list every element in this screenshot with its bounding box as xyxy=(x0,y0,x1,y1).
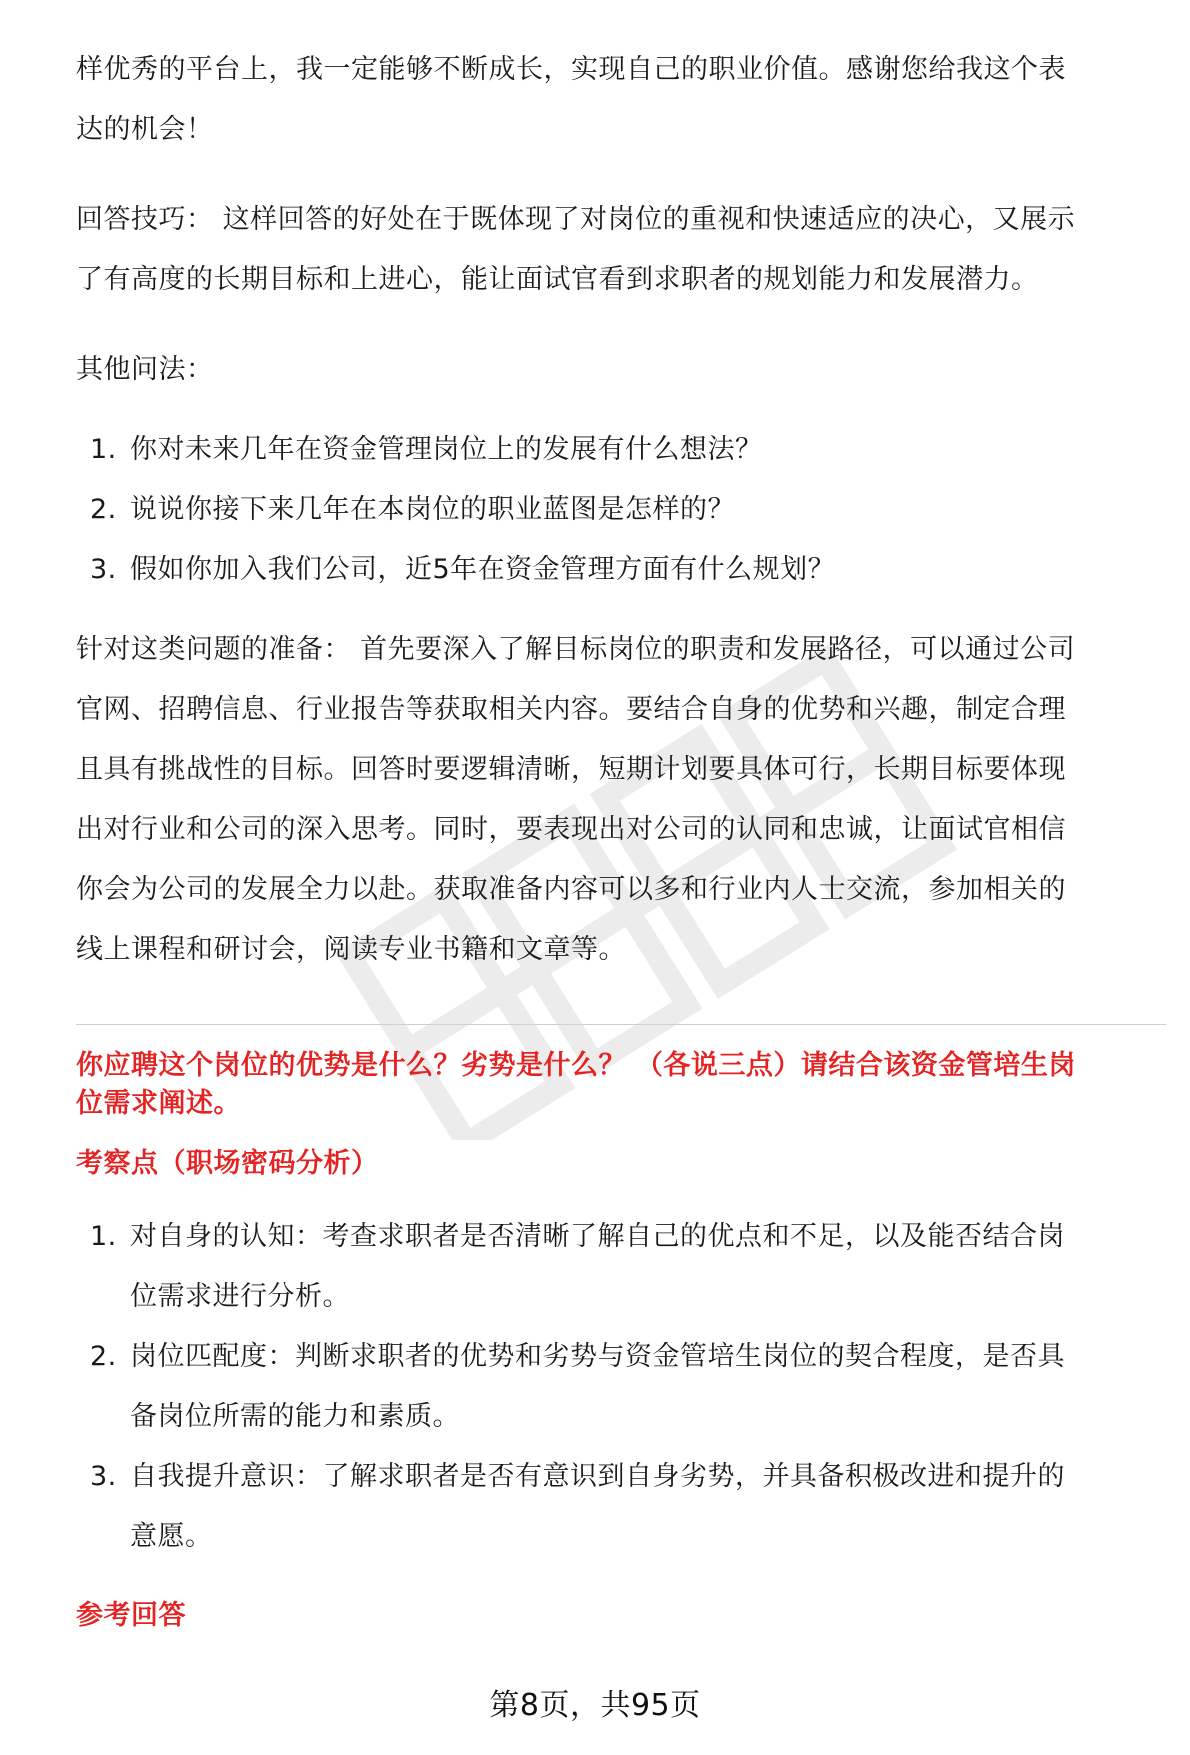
list-item-number: 2. xyxy=(90,494,117,525)
list-item-number: 3. xyxy=(90,554,117,585)
list-item-text: 自我提升意识：了解求职者是否有意识到自身劣势，并具备积极改进和提升的 xyxy=(130,1461,1065,1492)
reference-answer-heading: 参考回答 xyxy=(76,1600,186,1631)
list-item-text: 岗位匹配度：判断求职者的优势和劣势与资金管培生岗位的契合程度，是否具 xyxy=(130,1341,1065,1372)
answer-tip-paragraph xyxy=(76,190,1166,310)
list-item xyxy=(76,420,1166,480)
analysis-list xyxy=(76,1207,1166,1567)
list-item xyxy=(76,540,1166,600)
tip-line-2: 了有高度的长期目标和上进心，能让面试官看到求职者的规划能力和发展潜力。 xyxy=(76,264,1039,295)
preparation-line: 针对这类问题的准备： 首先要深入了解目标岗位的职责和发展路径，可以通过公司 xyxy=(76,634,1076,665)
intro-paragraph xyxy=(76,40,1166,160)
preparation-line: 且具有挑战性的目标。回答时要逻辑清晰，短期计划要具体可行，长期目标要体现 xyxy=(76,754,1066,785)
list-item-text: 假如你加入我们公司，近5年在资金管理方面有什么规划？ xyxy=(130,554,836,585)
list-item-number: 1. xyxy=(90,434,117,465)
intro-line-2: 达的机会！ xyxy=(76,114,214,145)
list-item-text: 意愿。 xyxy=(130,1521,213,1552)
preparation-paragraph xyxy=(76,620,1166,980)
list-item xyxy=(76,1207,1166,1327)
other-questions-heading: 其他问法： xyxy=(76,354,214,385)
list-item-text: 对自身的认知：考查求职者是否清晰了解自己的优点和不足，以及能否结合岗 xyxy=(130,1221,1065,1252)
document-page xyxy=(76,40,1166,1635)
other-questions-list xyxy=(76,420,1166,600)
analysis-heading: 考察点（职场密码分析） xyxy=(76,1148,379,1179)
preparation-line: 出对行业和公司的深入思考。同时，要表现出对公司的认同和忠诚，让面试官相信 xyxy=(76,814,1066,845)
question-line-1: 你应聘这个岗位的优势是什么？劣势是什么？ （各说三点）请结合该资金管培生岗 xyxy=(76,1050,1076,1081)
preparation-line: 线上课程和研讨会，阅读专业书籍和文章等。 xyxy=(76,934,626,965)
preparation-line: 你会为公司的发展全力以赴。获取准备内容可以多和行业内人士交流，参加相关的 xyxy=(76,874,1066,905)
list-item-text: 位需求进行分析。 xyxy=(130,1281,350,1312)
question-line-2: 位需求阐述。 xyxy=(76,1088,241,1119)
list-item xyxy=(76,480,1166,540)
question-heading xyxy=(76,1047,1166,1123)
list-item-number: 1. xyxy=(90,1221,117,1252)
list-item-text: 说说你接下来几年在本岗位的职业蓝图是怎样的？ xyxy=(130,494,735,525)
tip-line-1: 回答技巧： 这样回答的好处在于既体现了对岗位的重视和快速适应的决心，又展示 xyxy=(76,204,1076,235)
list-item-number: 2. xyxy=(90,1341,117,1372)
list-item-text: 你对未来几年在资金管理岗位上的发展有什么想法？ xyxy=(130,434,763,465)
list-item xyxy=(76,1447,1166,1567)
preparation-line: 官网、招聘信息、行业报告等获取相关内容。要结合自身的优势和兴趣，制定合理 xyxy=(76,694,1066,725)
list-item xyxy=(76,1327,1166,1447)
list-item-text: 备岗位所需的能力和素质。 xyxy=(130,1401,460,1432)
intro-line-1: 样优秀的平台上，我一定能够不断成长，实现自己的职业价值。感谢您给我这个表 xyxy=(76,54,1066,85)
list-item-number: 3. xyxy=(90,1461,117,1492)
page-number-footer: 第8页，共95页 xyxy=(489,1688,701,1723)
